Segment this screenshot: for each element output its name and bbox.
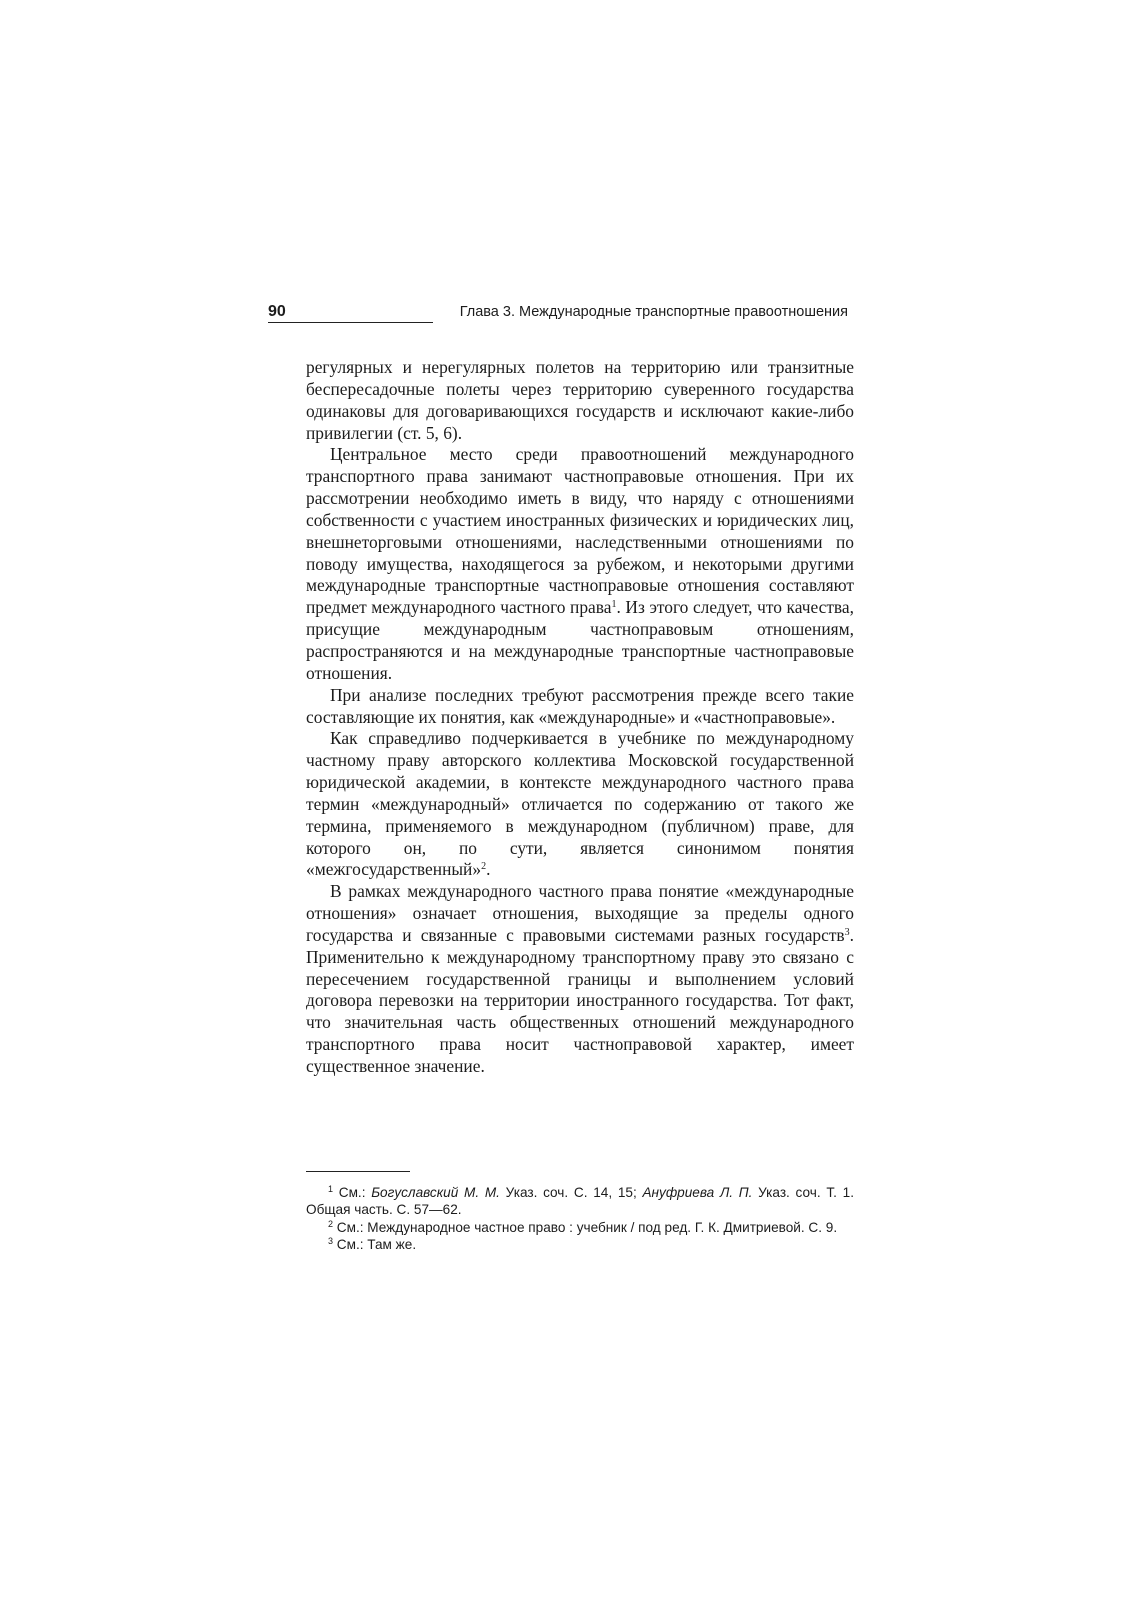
footnote xyxy=(306,1219,854,1236)
footnote-prefix: См.: xyxy=(338,1185,372,1200)
footnote-ref[interactable]: 3 xyxy=(844,926,850,938)
page-number: 90 xyxy=(268,303,286,320)
footnote-ref[interactable]: 1 xyxy=(611,599,617,611)
paragraph-text: При анализе последних требуют рассмотрения прежде всего такие составляющие их понятия, как «международные» и «частноправовые». xyxy=(306,684,854,727)
footnote-author: Ануфриева Л. П. xyxy=(642,1185,753,1200)
paragraph xyxy=(306,881,854,1078)
footnote-number: 1 xyxy=(328,1184,334,1194)
paragraph xyxy=(306,728,854,881)
paragraph xyxy=(306,685,854,729)
chapter-title: Глава 3. Международные транспортные правоотношения xyxy=(459,304,848,320)
footnote-ref[interactable]: 2 xyxy=(481,861,487,873)
running-head xyxy=(268,303,848,325)
paragraph-text: . Из этого следует, что качества, присущие международным частноправовым отношениям, распространяются и на международные транспортные частноправовые отношения. xyxy=(306,597,854,683)
footnote xyxy=(306,1236,854,1253)
body-text xyxy=(306,357,854,1078)
footnote-number: 2 xyxy=(328,1218,334,1229)
paragraph-text: В рамках международного частного права понятие «международные отношения» означает отношения, выходящие за пределы одного государства и связанные с правовыми системами разных государств xyxy=(306,881,854,945)
paragraph-text: Как справедливо подчеркивается в учебнике по международному частному праву авторского коллектива Московской государственной юридической академии, в контексте международного частного права термин «международный» отличается по содержанию от такого же термина, применяемого в международном (публичном) праве, для которого он, по сути, является синонимом понятия «межгосударственный» xyxy=(306,728,854,880)
footnotes xyxy=(306,1184,854,1254)
footnote xyxy=(306,1184,854,1219)
footnote-text xyxy=(306,1185,854,1217)
header-rule xyxy=(268,322,433,323)
paragraph-text: . Применительно к международному транспортному праву это связано с пересечением государственной границы и выполнением условий договора перевозки на территории иностранного государства. Тот факт, что значительная часть общественных отношений международного транспортного права носит частноправовой характер, имеет существенное значение. xyxy=(306,924,854,1076)
footnote-rule xyxy=(306,1171,410,1172)
paragraph-text: регулярных и нерегулярных полетов на территорию или транзитные беспересадочные полеты через территорию суверенного государства одинаковы для договаривающихся государств и исключают какие-либо привилегии (ст. 5, 6). xyxy=(306,357,854,443)
footnote-author: Богуславский М. М. xyxy=(371,1185,500,1200)
paragraph xyxy=(306,357,854,444)
footnote-text-part: Указ. соч. С. 14, 15; xyxy=(499,1185,643,1200)
footnote-text-part: Указ. соч. Т. 1. Общая часть. С. 57—62. xyxy=(306,1185,854,1218)
footnote-text: См.: Международное частное право : учебник / под ред. Г. К. Дмитриевой. С. 9. xyxy=(336,1219,838,1235)
paragraph-text: Центральное место среди правоотношений международного транспортного права занимают частноправовые отношения. При их рассмотрении необходимо иметь в виду, что наряду с отношениями собственности с участием иностранных физических и юридических лиц, внешнеторговыми отношениями, наследственными отношениями по поводу имущества, находящегося за рубежом, и некоторыми другими международные транспортные частноправовые отношения составляют предмет международного частного права xyxy=(306,444,854,618)
footnote-number: 3 xyxy=(328,1236,334,1247)
paragraph xyxy=(306,444,854,684)
paragraph-text: . xyxy=(486,859,491,880)
footnote-text: См.: Там же. xyxy=(336,1237,417,1253)
